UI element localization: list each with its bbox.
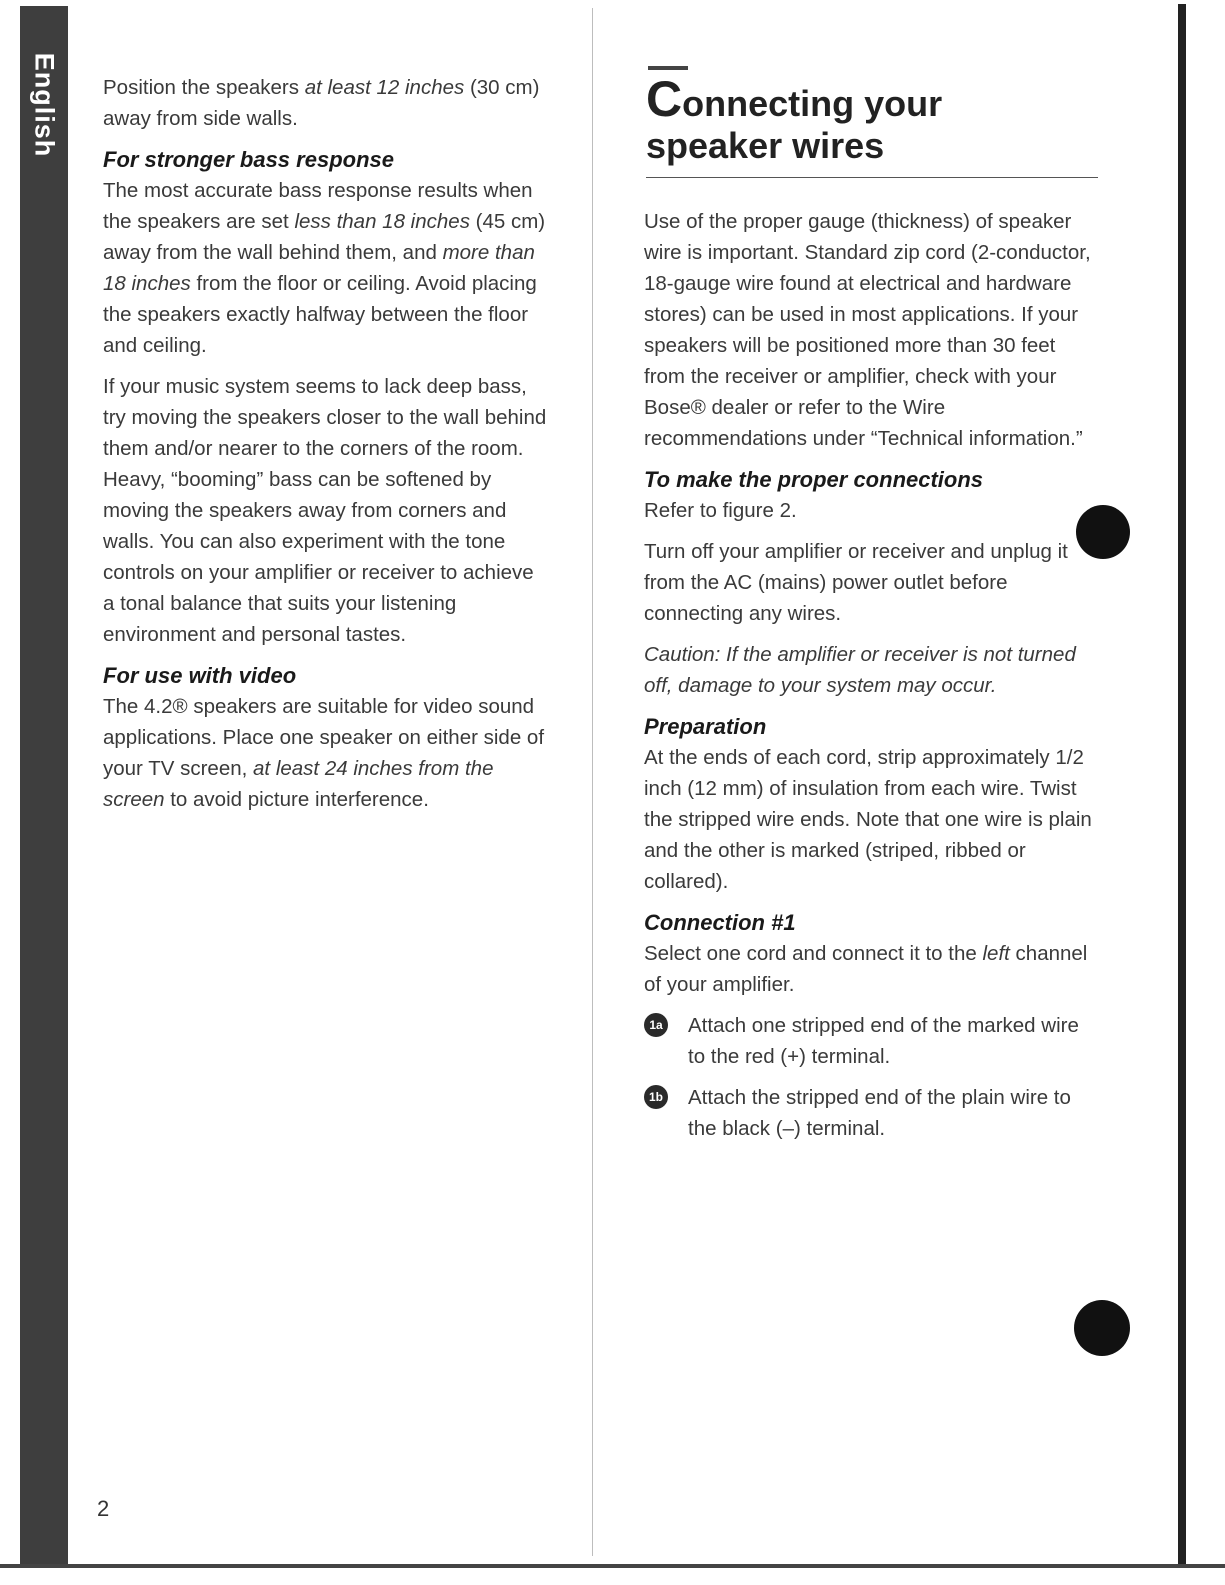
step-1b bbox=[644, 1082, 1096, 1144]
paragraph-figure-ref: Refer to figure 2. bbox=[644, 499, 797, 522]
bottom-edge bbox=[0, 1564, 1225, 1568]
title-accent-bar bbox=[648, 66, 688, 70]
page-edge bbox=[1178, 4, 1186, 1566]
step-1a bbox=[644, 1010, 1096, 1072]
paragraph-side-walls: Position the speakers at least 12 inches (30 cm) away from side walls. bbox=[103, 76, 540, 130]
paragraph-caution: Caution: If the amplifier or receiver is not turned off, damage to your system may occur. bbox=[644, 643, 1076, 697]
left-column bbox=[103, 72, 548, 825]
paragraph-preparation: At the ends of each cord, strip approximately 1/2 inch (12 mm) of insulation from each wire. Twist the stripped wire ends. Note that one wire is plain and the other is marked (striped, ribbed or collared). bbox=[644, 746, 1092, 893]
heading-proper-connections: To make the proper connections bbox=[644, 467, 984, 492]
column-divider bbox=[592, 8, 593, 1556]
step-text-1b: Attach the stripped end of the plain wire to the black (–) terminal. bbox=[688, 1086, 1071, 1140]
page-title bbox=[646, 71, 1098, 167]
paragraph-turn-off: Turn off your amplifier or receiver and unplug it from the AC (mains) power outlet before connecting any wires. bbox=[644, 540, 1068, 625]
title-rule bbox=[646, 177, 1098, 178]
heading-video: For use with video bbox=[103, 663, 297, 688]
step-text-1a: Attach one stripped end of the marked wire to the red (+) terminal. bbox=[688, 1014, 1079, 1068]
title-line-1: onnecting your bbox=[682, 83, 943, 124]
right-column bbox=[644, 206, 1096, 1154]
heading-bass-response: For stronger bass response bbox=[103, 147, 394, 172]
title-initial: C bbox=[646, 71, 683, 127]
paragraph-video: The 4.2® speakers are suitable for video sound applications. Place one speaker on either side of your TV screen, at least 24 inches from the screen to avoid picture interference. bbox=[103, 695, 545, 811]
paragraph-deep-bass: If your music system seems to lack deep bass, try moving the speakers closer to the wall behind them and/or nearer to the corners of the room. Heavy, “booming” bass can be softened by moving the speakers away from corners and walls. You can also experiment with the tone controls on your amplifier or receiver to achieve a tonal balance that suits your listening environment and personal tastes. bbox=[103, 375, 547, 646]
title-line-2: speaker wires bbox=[646, 125, 885, 166]
page-number: 2 bbox=[97, 1496, 110, 1521]
paragraph-bass-response: The most accurate bass response results when the speakers are set less than 18 inches (45 cm) away from the wall behind them, and more than 18 inches from the floor or ceiling. Avoid placing the speakers exactly halfway between the floor and ceiling. bbox=[103, 179, 546, 357]
heading-preparation: Preparation bbox=[644, 714, 767, 739]
language-sidebar bbox=[20, 6, 68, 1566]
heading-connection-1: Connection #1 bbox=[644, 910, 796, 935]
language-label-text: English bbox=[29, 52, 60, 158]
paragraph-connection-1: Select one cord and connect it to the left channel of your amplifier. bbox=[644, 942, 1088, 996]
registration-mark-dot bbox=[1074, 1300, 1130, 1356]
language-label bbox=[24, 40, 64, 170]
step-badge-1a: 1a bbox=[644, 1013, 668, 1037]
registration-mark-dot bbox=[1076, 505, 1130, 559]
step-badge-1b: 1b bbox=[644, 1085, 668, 1109]
paragraph-wire-gauge: Use of the proper gauge (thickness) of speaker wire is important. Standard zip cord (2-conductor, 18-gauge wire found at electrical and hardware stores) can be used in most applications. If your speakers will be positioned more than 30 feet from the receiver or amplifier, check with your Bose® dealer or refer to the Wire recommendations under “Technical information.” bbox=[644, 210, 1091, 450]
